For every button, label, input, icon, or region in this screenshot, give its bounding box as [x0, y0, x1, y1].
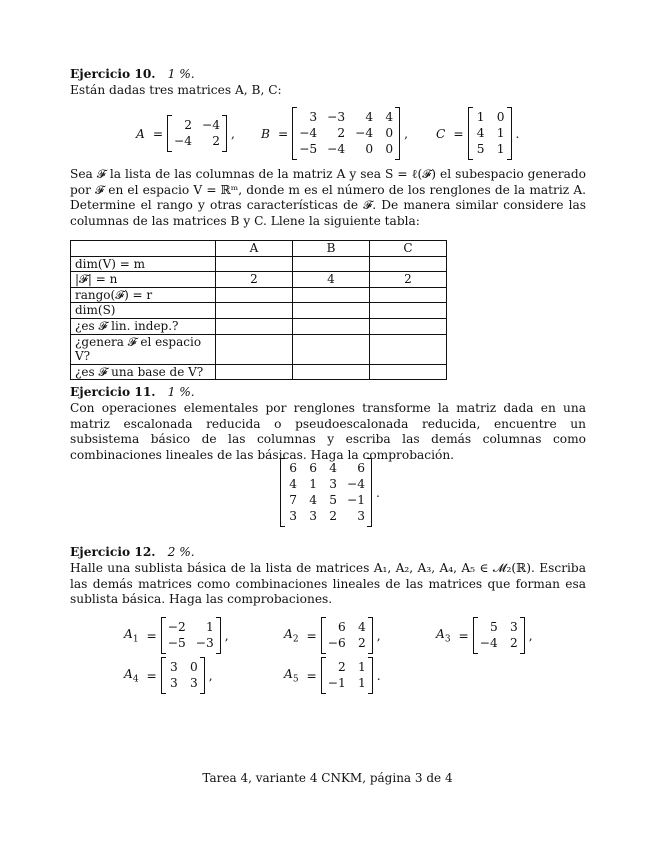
matrix-entry: 1 [476, 110, 485, 124]
matrix [280, 458, 372, 527]
matrix-punctuation: . [376, 668, 381, 683]
matrix-punctuation: . [515, 126, 520, 141]
table-cell: C [370, 241, 447, 257]
matrix-label: A [136, 126, 145, 141]
ex12-percent: 2 %. [167, 545, 195, 559]
page-footer: Tarea 4, variante 4 CNKM, página 3 de 4 [202, 771, 453, 785]
table-cell [370, 364, 447, 380]
matrix-entry: −4 [347, 477, 365, 491]
matrix-entry: 2 [337, 126, 346, 140]
matrix-label: $A_5$ [284, 666, 299, 685]
ex10-percent: 1 %. [167, 67, 195, 81]
table-cell [370, 303, 447, 319]
table-row-label: rango(𝓕) = r [71, 287, 216, 303]
ex10-title: Ejercicio 10. [70, 67, 156, 81]
table-cell [370, 334, 447, 364]
matrix-entry: −2 [167, 620, 186, 634]
matrix-entry: 3 [170, 660, 178, 674]
matrix-entry: 5 [329, 493, 337, 507]
matrix-A5-block [284, 657, 381, 694]
matrix-A-block [136, 115, 235, 152]
matrix-entry: −1 [327, 676, 346, 690]
matrix-punctuation: , [208, 668, 213, 683]
matrix-entry: −4 [327, 142, 346, 156]
matrix-entry: 3 [329, 477, 337, 491]
matrix-label: $A_3$ [436, 626, 451, 645]
matrix [161, 657, 205, 694]
ex10-intro: Están dadas tres matrices A, B, C: [70, 83, 282, 97]
table-row [71, 256, 447, 272]
matrix-entry: 2 [357, 636, 366, 650]
matrix-punctuation: , [376, 628, 381, 643]
matrix-punctuation: , [224, 628, 229, 643]
matrix-entry: 6 [357, 461, 365, 475]
matrix-entry: 5 [476, 142, 485, 156]
table-row [71, 287, 447, 303]
characteristics-table [70, 240, 447, 380]
equals-sign: = [277, 126, 289, 141]
matrix-entry: −1 [347, 493, 365, 507]
matrix-entry: 7 [289, 493, 297, 507]
matrix-entry: 1 [357, 676, 366, 690]
matrix-entry: 4 [289, 477, 297, 491]
table-cell [370, 256, 447, 272]
ex11-matrix-block [280, 458, 380, 527]
table-cell [293, 318, 370, 334]
matrix-entry: −5 [299, 142, 318, 156]
matrix-entry: 4 [365, 110, 374, 124]
matrix-entry: 6 [289, 461, 297, 475]
table-cell [293, 364, 370, 380]
matrix-entry: −4 [202, 118, 220, 132]
matrix-entry: 5 [489, 620, 498, 634]
matrix-B-block [261, 107, 408, 160]
matrix-entry: −3 [327, 110, 346, 124]
matrix-entry: 6 [337, 620, 346, 634]
matrix-A1-block [124, 617, 229, 654]
ex11-body: Con operaciones elementales por renglones transforme la matriz dada en una matriz escalonada reducida o pseudoescalonada reducida, encuentre un subsistema básico de las columnas y escriba las demás columnas como combinaciones lineales de las básicas. Haga la comprobación. [70, 401, 586, 462]
matrix-entry: 1 [496, 142, 505, 156]
equals-sign: = [146, 668, 157, 683]
matrix [292, 107, 400, 160]
matrix-entry: 2 [329, 509, 337, 523]
matrix-A4-block [124, 657, 213, 694]
matrix-entry: 4 [309, 493, 317, 507]
matrix-entry: 4 [385, 110, 394, 124]
matrix-entry: 2 [212, 134, 220, 148]
matrix-entry: 3 [190, 676, 198, 690]
table-row-label: dim(V) = m [71, 256, 216, 272]
matrix-label: $A_4$ [124, 666, 139, 685]
table-row-label [71, 241, 216, 257]
matrix [468, 107, 512, 160]
table-cell [216, 287, 293, 303]
matrix-entry: −4 [479, 636, 498, 650]
matrix-entry: −4 [174, 134, 192, 148]
matrix-entry: 0 [385, 126, 394, 140]
ex12-title: Ejercicio 12. [70, 545, 156, 559]
matrix-entry: 0 [190, 660, 198, 674]
matrix-entry: 0 [496, 110, 505, 124]
ex11-title: Ejercicio 11. [70, 385, 156, 399]
table-row [71, 318, 447, 334]
matrix-label: $A_1$ [124, 626, 139, 645]
table-cell: 2 [370, 272, 447, 288]
matrix-entry: 6 [309, 461, 317, 475]
matrix-entry: 4 [357, 620, 366, 634]
equals-sign: = [306, 668, 317, 683]
matrix-entry: 1 [357, 660, 366, 674]
matrix-entry: 0 [385, 142, 394, 156]
table-row-label: |𝓕| = n [71, 272, 216, 288]
table-cell [370, 318, 447, 334]
table-row-label: ¿es 𝓕 una base de V? [71, 364, 216, 380]
equals-sign: = [306, 628, 317, 643]
table-cell [293, 287, 370, 303]
matrix-C-block [436, 107, 519, 160]
matrix-entry: −4 [355, 126, 374, 140]
matrix-entry: −3 [195, 636, 214, 650]
ex12-heading [70, 545, 195, 559]
table-cell [216, 364, 293, 380]
matrix-punctuation: . [375, 485, 380, 500]
matrix-entry: 3 [509, 620, 518, 634]
table-row-label: ¿genera 𝓕 el espacio V? [71, 334, 216, 364]
table-cell: A [216, 241, 293, 257]
matrix-entry: 1 [205, 620, 214, 634]
matrix-entry: 3 [170, 676, 178, 690]
matrix-punctuation: , [404, 126, 408, 141]
matrix [161, 617, 221, 654]
matrix-label: $A_2$ [284, 626, 299, 645]
ex12-body: Halle una sublista básica de la lista de matrices A₁, A₂, A₃, A₄, A₅ ∈ 𝓜₂(ℝ). Escriba las demás matrices como combinaciones lineales de las matrices que forman esa sublista básica. Haga las comprobaciones. [70, 561, 586, 607]
table-cell: 2 [216, 272, 293, 288]
ex10-body: Sea 𝓕 la lista de las columnas de la matriz A y sea S = ℓ(𝓕) el subespacio generado por 𝓕 en el espacio V = ℝᵐ, donde m es el número de los renglones de la matriz A. Determine el rango y otras características de 𝓕. De manera similar considere las columnas de las matrices B y C. Llene la siguiente tabla: [70, 167, 586, 228]
table-cell [370, 287, 447, 303]
table-row [71, 241, 447, 257]
matrix-punctuation: , [528, 628, 533, 643]
matrix-entry: 2 [337, 660, 346, 674]
table-cell: 4 [293, 272, 370, 288]
matrix-entry: 1 [496, 126, 505, 140]
ex11-heading [70, 385, 195, 399]
table-row-label: ¿es 𝓕 lin. indep.? [71, 318, 216, 334]
matrix [321, 617, 373, 654]
table-cell [293, 334, 370, 364]
table-row-label: dim(S) [71, 303, 216, 319]
table-row [71, 334, 447, 364]
matrix-label: B [261, 126, 270, 141]
matrix [167, 115, 227, 152]
matrix-entry: 4 [476, 126, 485, 140]
matrix-entry: −6 [327, 636, 346, 650]
ex10-heading [70, 67, 195, 81]
table-cell: B [293, 241, 370, 257]
equals-sign: = [458, 628, 469, 643]
matrix [321, 657, 373, 694]
ex11-percent: 1 %. [167, 385, 195, 399]
matrix-entry: 3 [309, 509, 317, 523]
matrix-entry: 3 [357, 509, 365, 523]
matrix-entry: 0 [365, 142, 374, 156]
matrix-entry: −5 [167, 636, 186, 650]
equals-sign: = [146, 628, 157, 643]
matrix-entry: 3 [289, 509, 297, 523]
table-cell [216, 334, 293, 364]
table-cell [293, 256, 370, 272]
matrix-A2-block [284, 617, 381, 654]
table-cell [216, 318, 293, 334]
table-row [71, 272, 447, 288]
matrix-entry: 3 [309, 110, 318, 124]
table-cell [216, 256, 293, 272]
matrix [473, 617, 525, 654]
matrix-entry: 1 [309, 477, 317, 491]
matrix-entry: 2 [184, 118, 192, 132]
table-row [71, 364, 447, 380]
table-cell [293, 303, 370, 319]
equals-sign: = [152, 126, 164, 141]
matrix-label: C [436, 126, 446, 141]
equals-sign: = [453, 126, 464, 141]
table-cell [216, 303, 293, 319]
matrix-punctuation: , [230, 126, 235, 141]
matrix-A3-block [436, 617, 533, 654]
table-row [71, 303, 447, 319]
matrix-entry: −4 [299, 126, 318, 140]
matrix-entry: 2 [509, 636, 518, 650]
matrix-entry: 4 [329, 461, 337, 475]
